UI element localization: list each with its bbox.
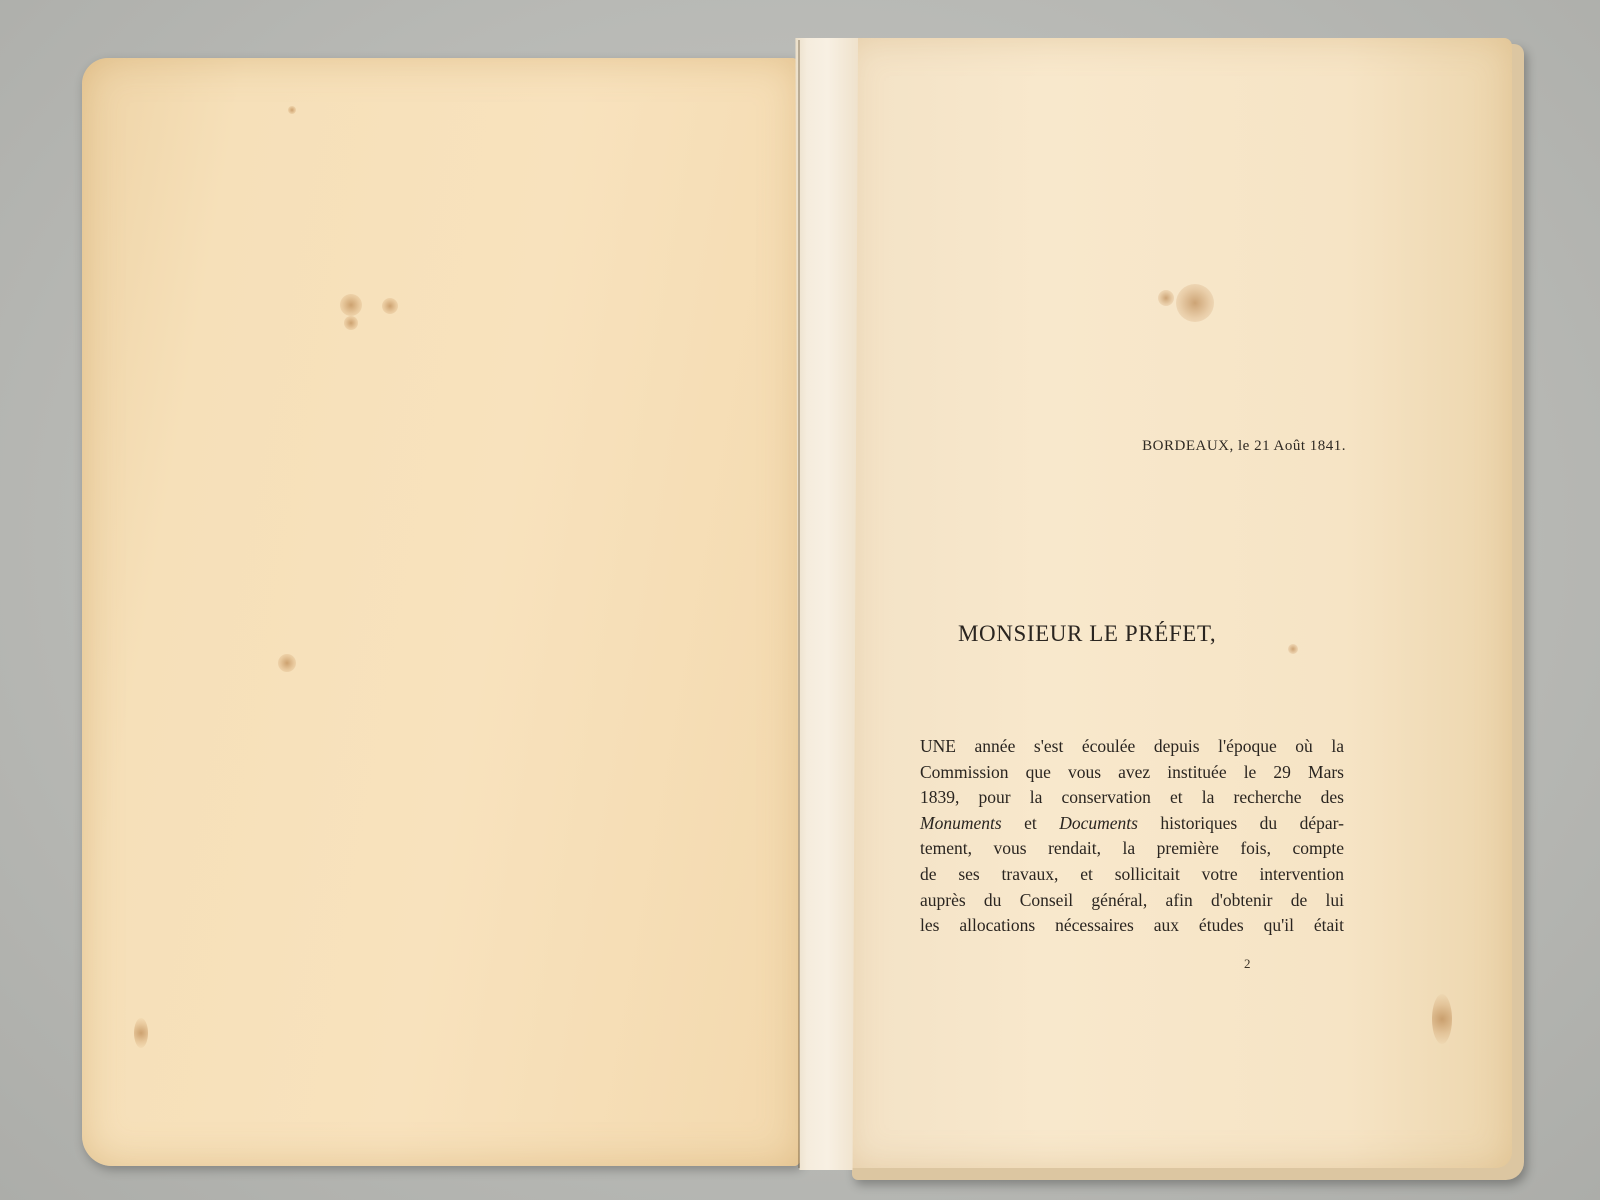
foxing-spot <box>288 106 296 114</box>
body-line: Commission que vous avez instituée le 29 Mars <box>920 761 1344 782</box>
foxing-spot <box>344 316 358 330</box>
left-page <box>82 58 800 1166</box>
foxing-spot <box>340 294 362 316</box>
foxing-spot <box>382 298 398 314</box>
foxing-spot <box>1432 994 1452 1044</box>
foxing-spot <box>134 1018 148 1048</box>
body-line-text: historiques du dépar- <box>1137 812 1344 833</box>
body-line: auprès du Conseil général, afin d'obtenir de lui <box>920 889 1344 910</box>
dateline: BORDEAUX, le 21 Août 1841. <box>1142 438 1346 454</box>
gutter-guard-strip <box>790 38 858 1170</box>
letter-body <box>920 734 1344 939</box>
body-line: 1839, pour la conservation et la recherche des <box>920 787 1344 808</box>
foxing-spot <box>278 654 296 672</box>
body-line <box>920 811 1344 837</box>
right-page <box>846 38 1512 1168</box>
body-line: de ses travaux, et sollicitait votre intervention <box>920 863 1344 884</box>
body-line: les allocations nécessaires aux études qu'il était <box>920 915 1344 936</box>
gutter-fold <box>798 40 800 1168</box>
foxing-spot <box>1288 644 1298 654</box>
italic-term: Documents <box>1059 812 1138 833</box>
body-line: tement, vous rendait, la première fois, compte <box>920 838 1344 859</box>
signature-mark: 2 <box>1244 956 1251 971</box>
body-line <box>920 734 1344 760</box>
lead-word: UNE <box>920 736 956 756</box>
italic-term: Monuments <box>920 812 1002 833</box>
salutation: MONSIEUR LE PRÉFET, <box>958 621 1217 646</box>
foxing-spot <box>1158 290 1174 306</box>
body-line-text: et <box>1001 812 1060 833</box>
foxing-spot <box>1176 284 1214 322</box>
body-line-text: année s'est écoulée depuis l'époque où la <box>955 736 1344 756</box>
